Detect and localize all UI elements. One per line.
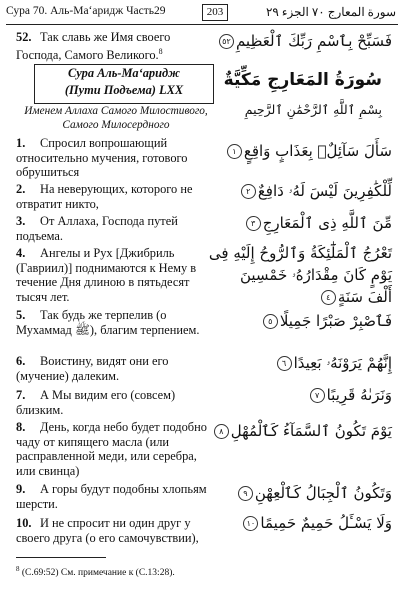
verse-5-ru: 5. Так будь же терпелив (о Мухаммад ﷺ), благим терпением. bbox=[16, 308, 200, 337]
verse-7-ru: 7. А Мы видим его (совсем) близким. bbox=[16, 388, 176, 417]
ar-line-4c: أَلْفَ سَنَةٍ٤ bbox=[319, 288, 392, 306]
ar-verse-52: فَسَبِّحْ بِٱسْمِ رَبِّكَ ٱلْعَظِيمِ٥٢ bbox=[217, 32, 392, 50]
verse-number-marker: ٤ bbox=[321, 290, 336, 305]
verse-2-ru: 2. На неверующих, которого не отвратит никто, bbox=[16, 182, 193, 211]
page-header bbox=[6, 4, 398, 22]
basmala-ru: Именем Аллаха Самого Милостивого, Самого Милосердного bbox=[24, 105, 208, 131]
surah-title-box bbox=[34, 64, 214, 104]
ar-line-9: وَتَكُونُ ٱلْجِبَالُ كَٱلْعِهْنِ٩ bbox=[236, 484, 392, 502]
ar-line-10: وَلَا يَسْـَٔلُ حَمِيمٌ حَمِيمًا١٠ bbox=[241, 514, 392, 532]
ar-line-2: لِّلْكَٰفِرِينَ لَيْسَ لَهُۥ دَافِعٌ٢ bbox=[239, 182, 392, 200]
ar-line-8: يَوْمَ تَكُونُ ٱلسَّمَآءُ كَٱلْمُهْلِ٨ bbox=[212, 422, 392, 440]
page-number: 203 bbox=[202, 4, 228, 21]
header-right: سورة المعارج ٧٠ الجزء ٢٩ bbox=[265, 5, 396, 19]
footnote: $^8$ (С.69:52) См. примечание к (С.13:28). bbox=[16, 565, 175, 579]
ar-line-7: وَنَرَىٰهُ قَرِيبًا٧ bbox=[308, 386, 392, 404]
verse-1-ru: 1. Спросил вопрошающий относительно мучения, готового обрушиться bbox=[16, 136, 188, 180]
ar-line-4a: تَعْرُجُ ٱلْمَلَٰٓئِكَةُ وَٱلرُّوحُ إِلَيْهِ فِى bbox=[208, 244, 392, 262]
verse-10-ru: 10. И не спросит ни один друг у своего друга (о его самочувствии), bbox=[16, 516, 199, 545]
verse-number-marker: ٥ bbox=[263, 314, 278, 329]
verse-number-marker: ٣ bbox=[246, 216, 261, 231]
verse-number-marker: ٢ bbox=[241, 184, 256, 199]
verse-number-marker: ١٠ bbox=[243, 516, 258, 531]
surah-title-line1: Сура Аль-Ма‘аридж bbox=[68, 66, 180, 80]
verse-6-ru: 6. Воистину, видят они его (мучение) далеким. bbox=[16, 354, 169, 383]
verse-number-marker: ٩ bbox=[238, 486, 253, 501]
ar-line-4b: يَوْمٍ كَانَ مِقْدَارُهُۥ خَمْسِينَ bbox=[239, 266, 392, 284]
verse-number-marker: ٥٢ bbox=[219, 34, 234, 49]
ar-surah-title: سُورَةُ المَعَارِجِ مَكِّيَّةٌ bbox=[223, 70, 382, 90]
ar-line-3: مِّنَ ٱللَّهِ ذِى ٱلْمَعَارِجِ٣ bbox=[244, 214, 392, 232]
verse-9-ru: 9. А горы будут подобны хлопьям шерсти. bbox=[16, 482, 207, 511]
verse-number-marker: ٦ bbox=[277, 356, 292, 371]
ar-line-6: إِنَّهُمْ يَرَوْنَهُۥ بَعِيدًا٦ bbox=[275, 354, 392, 372]
verse-number-marker: ٧ bbox=[310, 388, 325, 403]
verse-3-ru: 3. От Аллаха, Господа путей подъема. bbox=[16, 214, 178, 243]
verse-8-ru: 8. День, когда небо будет подобно чаду от кипящего масла (или расправленной меди, или серебра, или свинца) bbox=[16, 420, 207, 478]
ar-line-5: فَٱصْبِرْ صَبْرًا جَمِيلًا٥ bbox=[261, 312, 392, 330]
surah-title-line2: (Пути Подъема) LXX bbox=[64, 83, 184, 97]
verse-number-marker: ١ bbox=[227, 144, 242, 159]
verse-number-marker: ٨ bbox=[214, 424, 229, 439]
header-rule bbox=[6, 24, 398, 25]
verse-52-ru: 52. Так славь же Имя своего Господа, Самого Великого.$^8$ bbox=[16, 30, 171, 62]
header-left: Сура 70. Аль-Ма‘аридж Часть29 bbox=[6, 5, 166, 17]
ar-basmala: بِسْمِ ٱللَّهِ ٱلرَّحْمَٰنِ ٱلرَّحِيمِ bbox=[244, 102, 382, 117]
verse-4-ru: 4. Ангелы и Рух [Джибриль (Гавриил)] поднимаются к Нему в течение Дня длиною в пятьдесят тысяч лет. bbox=[16, 246, 197, 304]
ar-line-1: سَأَلَ سَآئِلٌۢ بِعَذَابٍ وَاقِعٍ١ bbox=[225, 142, 392, 160]
footnote-rule bbox=[16, 557, 106, 558]
